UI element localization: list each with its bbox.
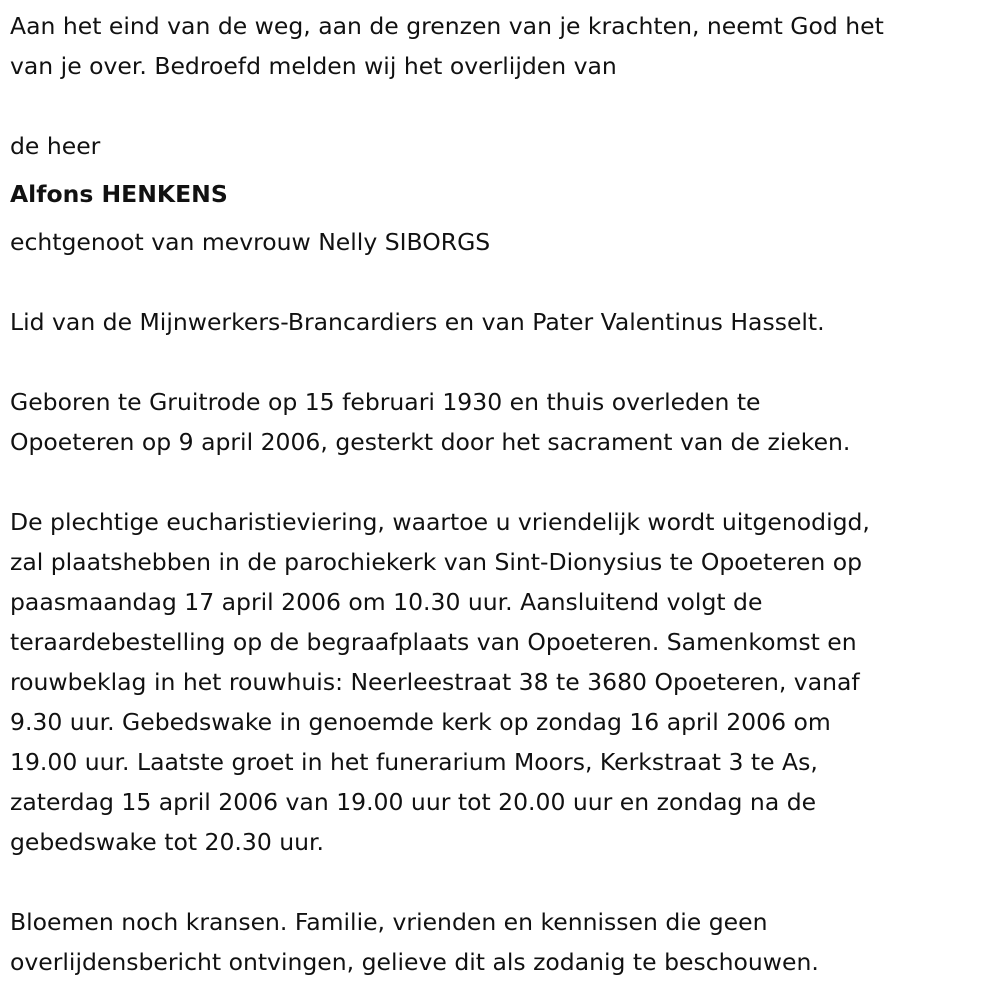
- spouse-line: echtgenoot van mevrouw Nelly SIBORGS: [10, 228, 491, 256]
- membership-line: Lid van de Mijnwerkers-Brancardiers en van Pater Valentinus Hasselt.: [10, 308, 825, 336]
- birth-death-line: Opoeteren op 9 april 2006, gesterkt door het sacrament van de zieken.: [10, 428, 851, 456]
- closing-line: overlijdensbericht ontvingen, gelieve dit als zodanig te beschouwen.: [10, 948, 819, 976]
- ceremony-line: 9.30 uur. Gebedswake in genoemde kerk op zondag 16 april 2006 om: [10, 708, 831, 736]
- ceremony-line: zaterdag 15 april 2006 van 19.00 uur tot 20.00 uur en zondag na de: [10, 788, 817, 816]
- ceremony-line: zal plaatshebben in de parochiekerk van Sint-Dionysius te Opoeteren op: [10, 548, 863, 576]
- ceremony-line: De plechtige eucharistieviering, waartoe u vriendelijk wordt uitgenodigd,: [10, 508, 870, 536]
- intro-line: van je over. Bedroefd melden wij het overlijden van: [10, 52, 617, 80]
- birth-death-line: Geboren te Gruitrode op 15 februari 1930 en thuis overleden te: [10, 388, 761, 416]
- title-prefix: de heer: [10, 132, 101, 160]
- ceremony-line: paasmaandag 17 april 2006 om 10.30 uur. Aansluitend volgt de: [10, 588, 763, 616]
- ceremony-line: 19.00 uur. Laatste groet in het funerarium Moors, Kerkstraat 3 te As,: [10, 748, 818, 776]
- deceased-name: Alfons HENKENS: [10, 180, 228, 208]
- ceremony-line: rouwbeklag in het rouwhuis: Neerleestraat 38 te 3680 Opoeteren, vanaf: [10, 668, 860, 696]
- closing-line: Bloemen noch kransen. Familie, vrienden en kennissen die geen: [10, 908, 768, 936]
- ceremony-line: teraardebestelling op de begraafplaats van Opoeteren. Samenkomst en: [10, 628, 857, 656]
- intro-line: Aan het eind van de weg, aan de grenzen van je krachten, neemt God het: [10, 12, 884, 40]
- ceremony-line: gebedswake tot 20.30 uur.: [10, 828, 325, 856]
